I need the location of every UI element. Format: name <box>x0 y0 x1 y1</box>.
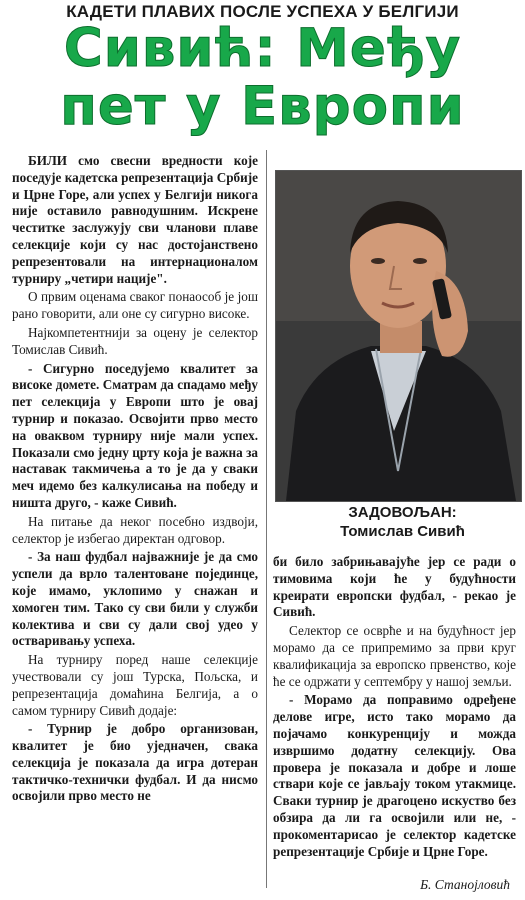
kicker: КАДЕТИ ПЛАВИХ ПОСЛЕ УСПЕХА У БЕЛГИЈИ <box>66 2 459 21</box>
paragraph: На турниру поред наше селекције учествовали су још Турска, Пољска, и репрезентација домаћина Белгија, а о самом турниру Сивић додаје: <box>12 652 258 718</box>
photo-caption <box>285 503 520 541</box>
paragraph: Најкомпетентнији за оцену је селектор Томислав Сивић. <box>12 324 258 357</box>
headline-line-2: пет у Европи <box>60 76 465 137</box>
paragraph: О првим оценама сваког понаособ је још рано говорити, али оне су сигурно високе. <box>12 289 258 322</box>
portrait-illustration <box>276 171 521 501</box>
paragraph: На питање да неког посебно издвоји, селектор је избегао директан одговор. <box>12 513 258 546</box>
column-divider <box>266 150 267 888</box>
quote-paragraph: - Морамо да поправимо одређене делове игре, исто тако морамо да појачамо конкуренцију и можда извршимо додатну селекцију. Ова провера је показала и добре и лоше ствари које се јављају током утакмице. Сваки турнир је драгоцено искуство без обзира да ли га освојили или не, - прокоментарисао је селектор кадетске репрезентације Србије и Црне Горе. <box>273 692 516 859</box>
headline-line-1: Сивић: Међу <box>63 18 462 79</box>
article-column-2 <box>273 554 516 860</box>
quote-paragraph: - Турнир је добро организован, квалитет је био уједначен, свака селекција је показала да игра дотеран тактичко-технички фудбал. И да нисмо освојили прво место не <box>12 721 258 804</box>
paragraph: Селектор се осврће и на будућност јер морамо да се припремимо за први круг квалификација за европско првенство, које ће се одржати у септембру у нашој земљи. <box>273 623 516 689</box>
caption-name: Томислав Сивић <box>340 523 465 540</box>
article-column-1 <box>12 153 258 805</box>
caption-label: ЗАДОВОЉАН: <box>348 504 457 521</box>
quote-paragraph: - Сигурно поседујемо квалитет за високе домете. Сматрам да спадамо међу пет селекција у Европи што је овај турнир и показао. Освојити прво место на оваквом турниру није мали успех. Показали смо једну црту која је важна за наставак такмичења а то је да у сваки меч идемо без калкулисања на победу и ништа друго, - каже Сивић. <box>12 360 258 510</box>
quote-paragraph: - За наш фудбал најважније је да смо успели да врло талентоване појединце, које имамо, уклопимо у снажан и хомоген тим. Тако су сви били у служби колектива и сви су дали свој удео у остваривању успеха. <box>12 549 258 649</box>
byline: Б. Станојловић <box>420 877 510 892</box>
photo-tomislav-sivic <box>275 170 522 502</box>
lead-paragraph: БИЛИ смо свесни вредности које поседује кадетска репрезентација Србије и Црне Горе, али успех у Белгији никога није оставило равнодушним. Искрене честитке заслужују сви чланови плаве селекције који су нас достојанствено репрезентовали на интернационалом турниру „четири нације". <box>12 153 258 286</box>
quote-continuation: би било забрињавајуће јер се ради о тимовима који ће у будућности креирати европски фудбал, - рекао је Сивић. <box>273 554 516 620</box>
